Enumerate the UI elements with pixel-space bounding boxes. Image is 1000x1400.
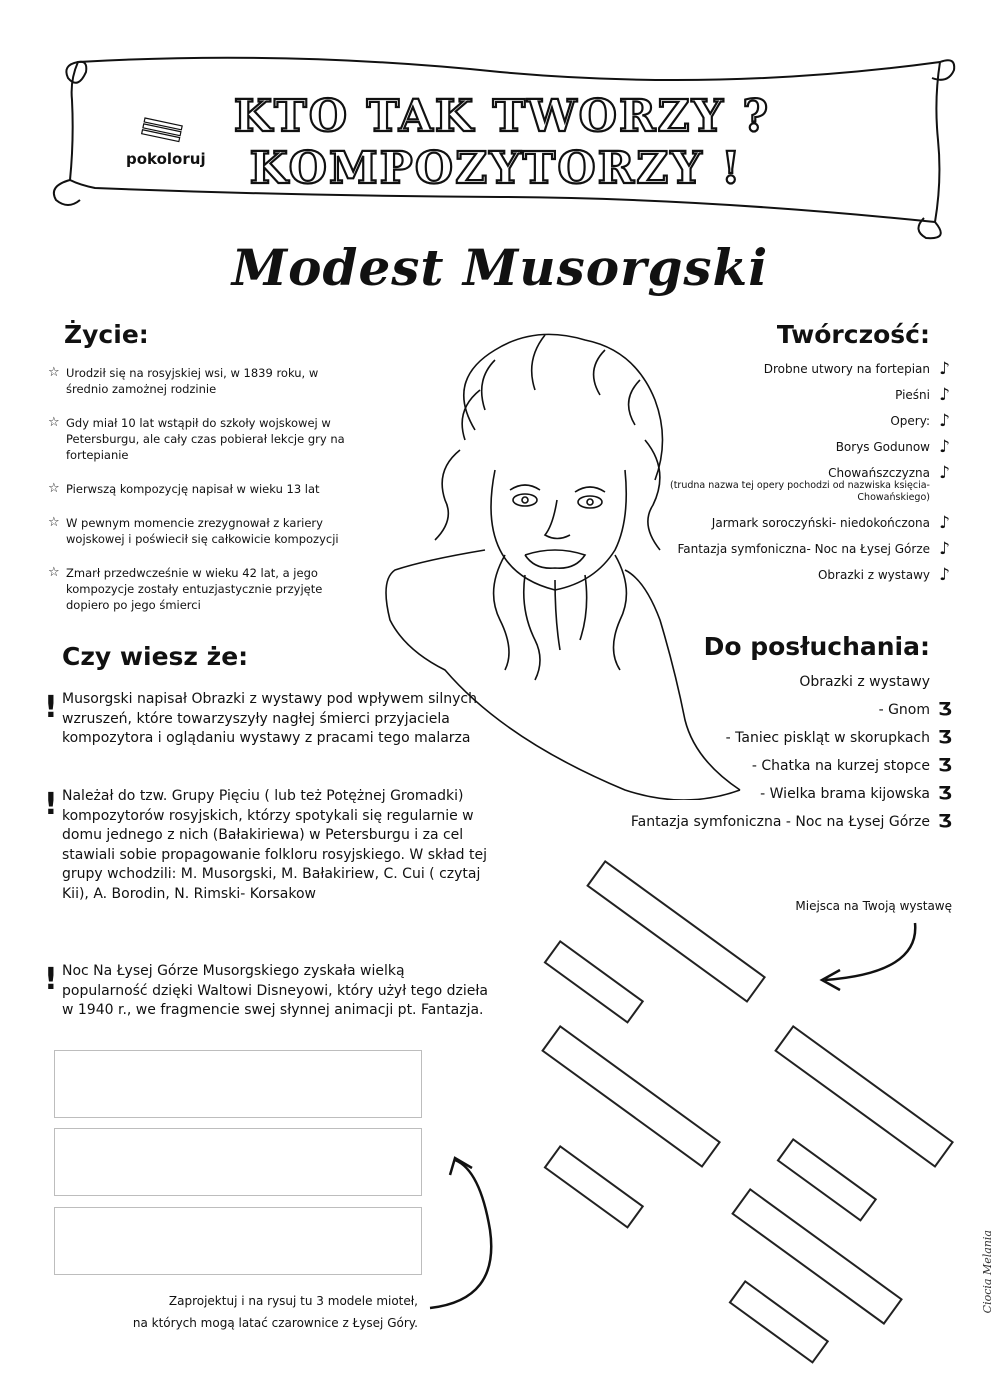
zycie-heading: Życie: — [64, 320, 149, 349]
star-icon: ☆ — [48, 481, 60, 496]
exhibit-frame[interactable] — [777, 1138, 878, 1222]
ear-icon: Ʒ — [938, 727, 952, 748]
list-item: Obrazki z wystawy ♪ — [630, 562, 930, 588]
list-item: ☆ Gdy miał 10 lat wstąpił do szkoły wojskowej w Petersburgu, ale cały czas pobierał lekcje gry na fortepianie — [48, 415, 345, 462]
music-note-icon: ♪ — [939, 513, 950, 533]
ear-icon: Ʒ — [938, 783, 952, 804]
pencils-icon — [142, 118, 182, 142]
list-item: Borys Godunow ♪ — [630, 434, 930, 460]
list-item: - Gnom Ʒ — [550, 696, 930, 724]
music-note-icon: ♪ — [939, 565, 950, 585]
czy-wiesz-heading: Czy wiesz że: — [62, 642, 249, 671]
title-line-2: KOMPOZYTORZY ! — [249, 143, 743, 194]
list-item: - Taniec piskląt w skorupkach Ʒ — [550, 724, 930, 752]
tworczosc-list — [630, 356, 950, 588]
broom-drawing-box[interactable] — [54, 1128, 422, 1196]
broom-caption-line2: na których mogą latać czarownice z Łysej Góry. — [132, 1316, 418, 1330]
list-item: Chowańszczyzna ♪ (trudna nazwa tej opery pochodzi od nazwiska księcia- Chowańskiego) — [630, 460, 930, 504]
music-note-icon: ♪ — [939, 385, 950, 405]
broom-caption-line1: Zaprojektuj i na rysuj tu 3 modele mioteł, — [168, 1294, 418, 1308]
star-icon: ☆ — [48, 365, 60, 380]
list-item: Drobne utwory na fortepian ♪ — [630, 356, 930, 382]
star-icon: ☆ — [48, 415, 60, 430]
arrow-icon — [420, 1150, 500, 1315]
signature: Ciocia Melania — [981, 1230, 994, 1314]
pokoloruj-label: pokoloruj — [126, 150, 206, 168]
list-item: ☆ W pewnym momencie zrezygnował z kariery wojskowej i poświecił się całkowicie kompozycji — [48, 515, 339, 546]
exclamation-icon: ! — [44, 787, 58, 822]
list-item: Opery: ♪ — [630, 408, 930, 434]
list-item: - Chatka na kurzej stopce Ʒ — [550, 752, 930, 780]
star-icon: ☆ — [48, 565, 60, 580]
exhibit-frame[interactable] — [541, 1025, 721, 1168]
list-item: Fantazja symfoniczna- Noc na Łysej Górze ♪ — [630, 536, 930, 562]
exclamation-icon: ! — [44, 962, 58, 997]
arrow-icon — [810, 918, 925, 993]
music-note-icon: ♪ — [939, 437, 950, 457]
do-posluchania-heading: Do posłuchania: — [703, 632, 930, 661]
list-item: Jarmark soroczyński- niedokończona ♪ — [630, 510, 930, 536]
list-item: - Wielka brama kijowska Ʒ — [550, 780, 930, 808]
broom-drawing-box[interactable] — [54, 1050, 422, 1118]
ear-icon: Ʒ — [938, 811, 952, 832]
exhibit-caption: Miejsca na Twoją wystawę — [795, 899, 952, 913]
tworczosc-heading: Twórczość: — [776, 320, 930, 349]
music-note-icon: ♪ — [939, 359, 950, 379]
exclamation-icon: ! — [44, 690, 58, 725]
ear-icon: Ʒ — [938, 755, 952, 776]
music-note-icon: ♪ — [939, 539, 950, 559]
exhibit-frame[interactable] — [544, 1145, 645, 1229]
chowanszczyzna-note: (trudna nazwa tej opery pochodzi od nazwiska księcia- Chowańskiego) — [669, 480, 930, 503]
broom-drawing-box[interactable] — [54, 1207, 422, 1275]
star-icon: ☆ — [48, 515, 60, 530]
music-note-icon: ♪ — [939, 463, 950, 483]
music-note-icon: ♪ — [939, 411, 950, 431]
fact-paragraph: ! Noc Na Łysej Górze Musorgskiego zyskała wielką popularność dzięki Waltowi Disneyowi, który użył tego dzieła w 1940 r., we fragmencie swej słynnej animacji pt. Fantazja. — [44, 962, 488, 1018]
list-item: Obrazki z wystawy — [799, 674, 930, 690]
list-item: Fantazja symfoniczna - Noc na Łysej Górze Ʒ — [550, 808, 930, 836]
broom-caption — [133, 1290, 418, 1334]
title-line-1: KTO TAK TWORZY ? — [233, 91, 771, 142]
zycie-list — [48, 365, 348, 631]
composer-name: Modest Musorgski — [231, 238, 769, 297]
list-item: ☆ Pierwszą kompozycję napisał w wieku 13 lat — [48, 481, 320, 496]
do-posluchania-list — [550, 668, 952, 836]
title-banner — [0, 0, 1000, 240]
list-item: Pieśni ♪ — [630, 382, 930, 408]
exhibit-frame[interactable] — [729, 1280, 830, 1364]
fact-paragraph: ! Musorgski napisał Obrazki z wystawy pod wpływem silnych wzruszeń, które towarzyszyły nagłej śmierci przyjaciela kompozytora i oglądaniu wystawy z pracami tego malarza — [44, 690, 477, 746]
list-item: ☆ Zmarł przedwcześnie w wieku 42 lat, a jego kompozycje zostały entuzjastycznie przyjęte dopiero po jego śmierci — [48, 565, 323, 612]
ear-icon: Ʒ — [938, 699, 952, 720]
exhibit-frame[interactable] — [544, 940, 645, 1024]
fact-paragraph: ! Należał do tzw. Grupy Pięciu ( lub też Potężnej Gromadki) kompozytorów rosyjskich, którzy spotykali się regularnie w domu jednego z nich (Bałakiriewa) w Petersburgu i za cel stawiali sobie propagowanie folkloru rosyjskiego. W skład tej grupy wchodzili: M. Musorgski, M. Bałakiriew, C. Cui ( czytaj Kii), A. Borodin, N. Rimski- Korsakow — [44, 787, 487, 902]
list-item: ☆ Urodził się na rosyjskiej wsi, w 1839 roku, w średnio zamożnej rodzinie — [48, 365, 319, 396]
